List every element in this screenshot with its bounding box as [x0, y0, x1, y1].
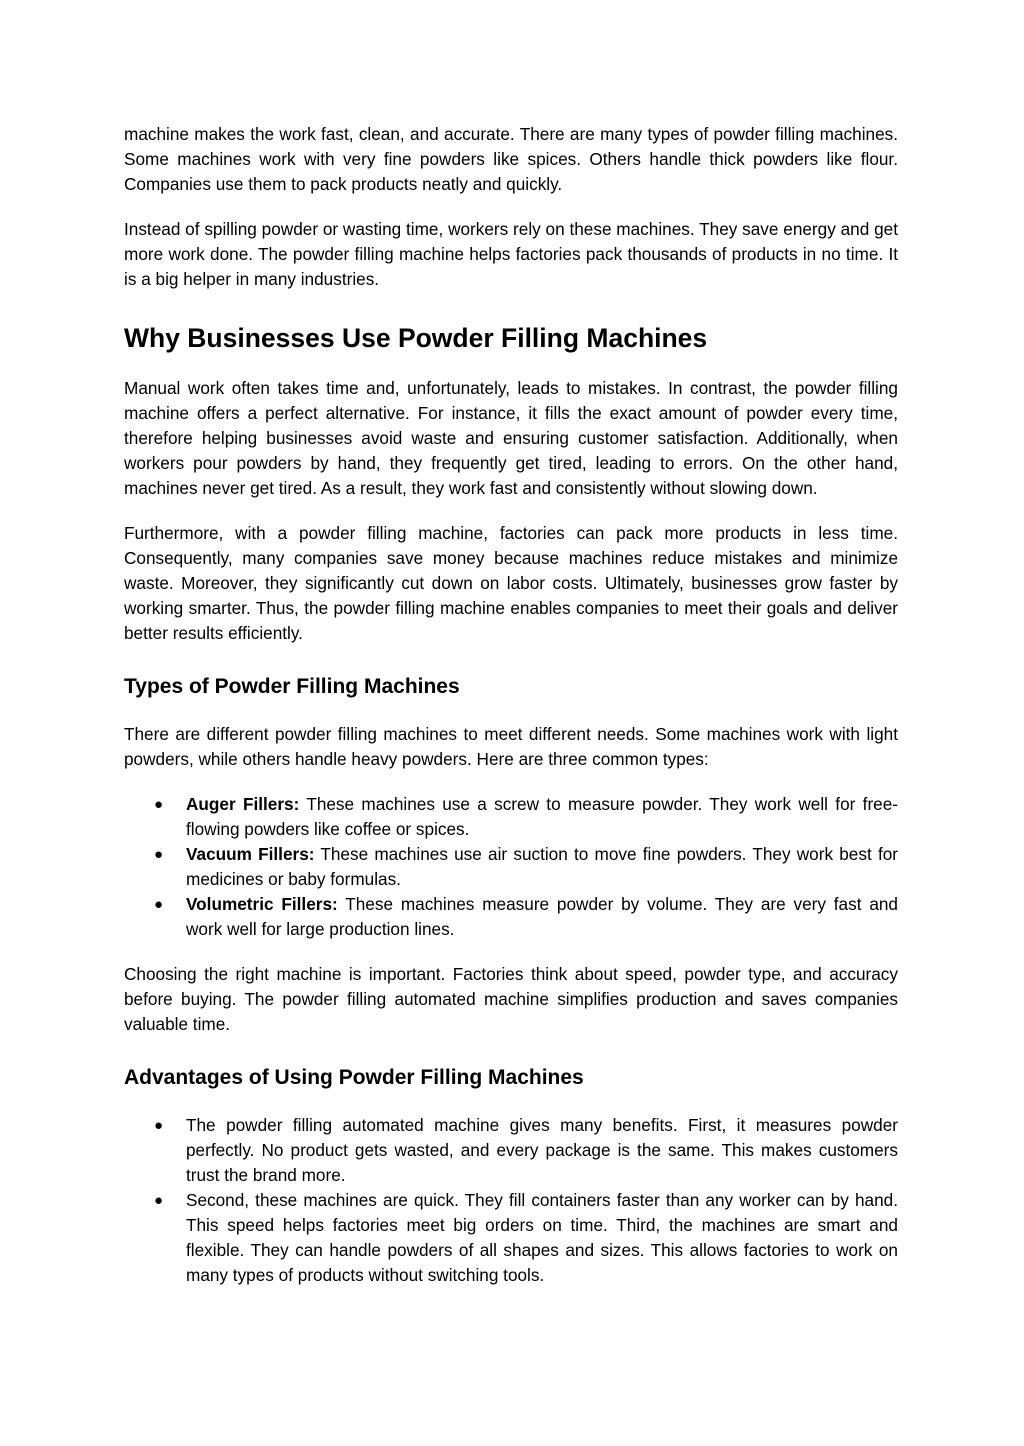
heading-why-businesses: Why Businesses Use Powder Filling Machines — [124, 323, 708, 353]
types-list — [124, 792, 898, 942]
paragraph-types-intro: There are different powder filling machines to meet different needs. Some machines work with light powders, while others handle heavy powders. Here are three common types: — [124, 724, 898, 769]
paragraph-manual-work: Manual work often takes time and, unfortunately, leads to mistakes. In contrast, the powder filling machine offers a perfect alternative. For instance, it fills the exact amount of powder every time, therefore helping businesses avoid waste and ensuring customer satisfaction. Additionally, when workers pour powders by hand, they frequently get tired, leading to errors. On the other hand, machines never get tired. As a result, they work fast and consistently without slowing down. — [124, 378, 898, 498]
list-item-term: Volumetric Fillers: — [186, 894, 338, 914]
list-item-text: The powder filling automated machine gives many benefits. First, it measures powder perfectly. No product gets wasted, and every package is the same. This makes customers trust the brand more. — [186, 1115, 898, 1185]
document-page — [124, 122, 898, 1308]
list-item-advantage-1 — [154, 1113, 898, 1188]
list-item-volumetric — [154, 892, 898, 942]
list-item-term: Vacuum Fillers: — [186, 844, 315, 864]
list-item-advantage-2 — [154, 1188, 898, 1288]
list-item-term: Auger Fillers: — [186, 794, 300, 814]
list-item-auger — [154, 792, 899, 842]
bullet-icon: ● — [154, 896, 164, 913]
paragraph-intro-continued: machine makes the work fast, clean, and accurate. There are many types of powder filling machines. Some machines work with very fine powders like spices. Others handle thick powders like flour. Companies use them to pack products neatly and quickly. — [124, 124, 898, 194]
heading-advantages: Advantages of Using Powder Filling Machines — [124, 1066, 584, 1089]
list-item-text: Second, these machines are quick. They fill containers faster than any worker can by hand. This speed helps factories meet big orders on time. Third, the machines are smart and flexible. They can handle powders of all shapes and sizes. This allows factories to work on many types of products without switching tools. — [186, 1190, 898, 1285]
advantages-list — [124, 1113, 898, 1288]
heading-types: Types of Powder Filling Machines — [124, 675, 460, 698]
list-item-desc: These machines use air suction to move fine powders. They work best for medicines or baby formulas. — [186, 844, 898, 889]
paragraph-choosing: Choosing the right machine is important. Factories think about speed, powder type, and accuracy before buying. The powder filling automated machine simplifies production and saves companies valuable time. — [124, 964, 898, 1034]
paragraph-workers-rely: Instead of spilling powder or wasting time, workers rely on these machines. They save energy and get more work done. The powder filling machine helps factories pack thousands of products in no time. It is a big helper in many industries. — [124, 219, 898, 289]
bullet-icon: ● — [154, 1117, 164, 1134]
bullet-icon: ● — [154, 796, 164, 813]
list-item-desc: These machines use a screw to measure powder. They work well for free-flowing powders like coffee or spices. — [186, 794, 899, 839]
bullet-icon: ● — [154, 846, 164, 863]
paragraph-furthermore: Furthermore, with a powder filling machine, factories can pack more products in less time. Consequently, many companies save money because machines reduce mistakes and minimize waste. Moreover, they significantly cut down on labor costs. Ultimately, businesses grow faster by working smarter. Thus, the powder filling machine enables companies to meet their goals and deliver better results efficiently. — [124, 523, 898, 643]
bullet-icon: ● — [154, 1192, 164, 1209]
list-item-desc: These machines measure powder by volume. They are very fast and work well for large production lines. — [186, 894, 898, 939]
list-item-vacuum — [154, 842, 898, 892]
